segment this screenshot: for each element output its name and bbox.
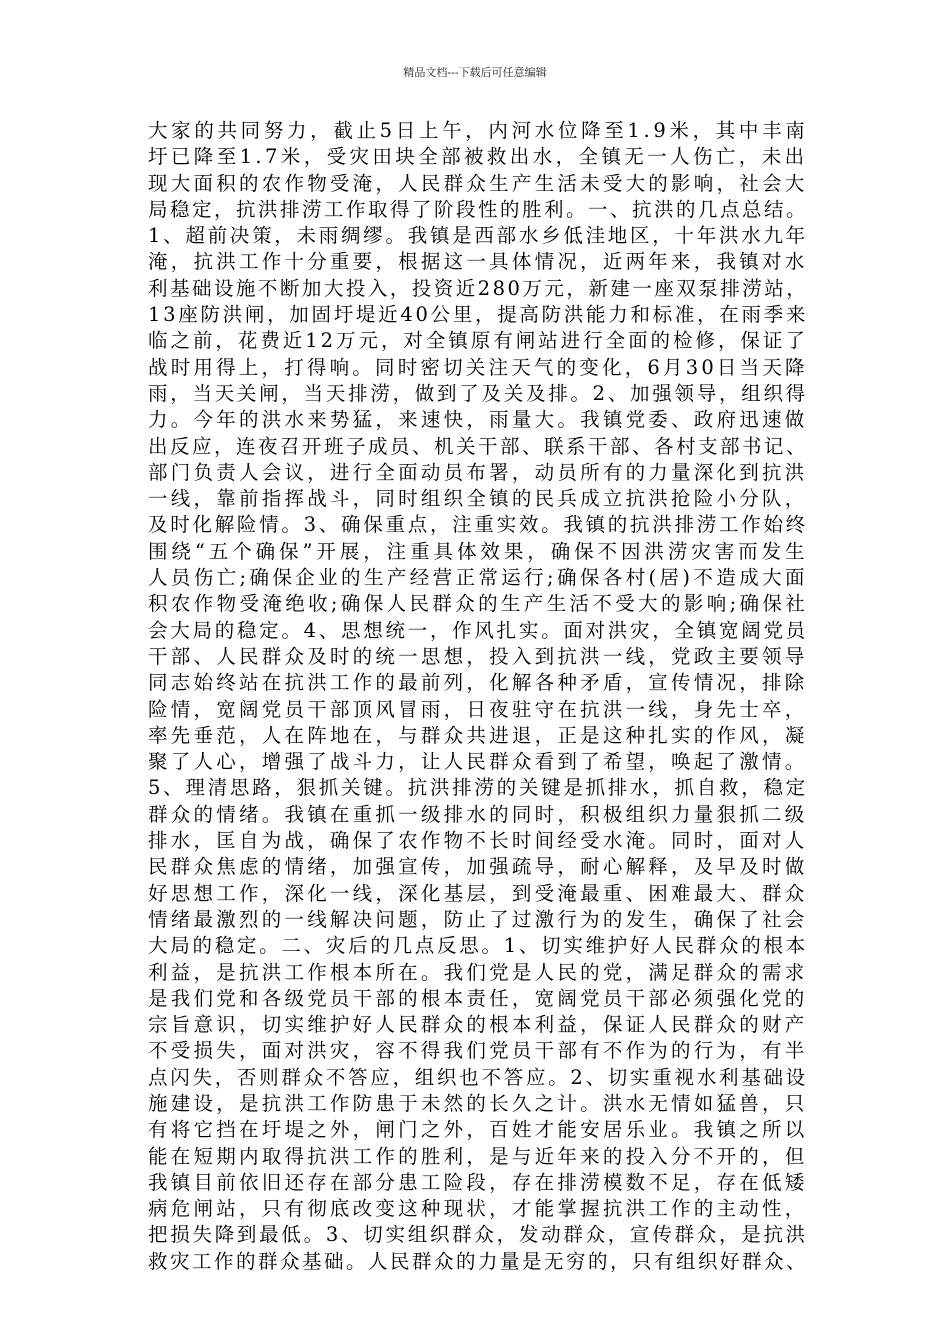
text-line: 一线，靠前指挥战斗，同时组织全镇的民兵成立抗洪抢险小分队， (148, 487, 808, 511)
text-line: 同志始终站在抗洪工作的最前列，化解各种矛盾，宣传情况，排除 (148, 671, 808, 695)
text-line: 情绪最激烈的一线解决问题，防止了过激行为的发生，确保了社会 (148, 907, 808, 931)
text-line: 施建设，是抗洪工作防患于未然的长久之计。洪水无情如猛兽，只 (148, 1091, 808, 1115)
text-line: 民群众焦虑的情绪，加强宣传，加强疏导，耐心解释，及早及时做 (148, 855, 808, 879)
text-line: 能在短期内取得抗洪工作的胜利，是与近年来的投入分不开的，但 (148, 1144, 808, 1168)
text-line: 5、理清思路，狠抓关键。抗洪排涝的关键是抓排水，抓自救，稳定 (148, 776, 808, 800)
text-line: 会大局的稳定。4、思想统一，作风扎实。面对洪灾，全镇宽阔党员 (148, 618, 808, 642)
text-line: 救灾工作的群众基础。人民群众的力量是无穷的，只有组织好群众、 (148, 1249, 809, 1273)
text-line: 战时用得上，打得响。同时密切关注天气的变化，6月30日当天降 (148, 355, 808, 379)
text-line: 率先垂范，人在阵地在，与群众共进退，正是这种扎实的作风，凝 (148, 723, 808, 747)
page-header: 精品文档---下载后可任意编辑 (403, 66, 547, 79)
text-line: 宗旨意识，切实维护好人民群众的根本利益，保证人民群众的财产 (148, 1013, 808, 1037)
text-line: 不受损失，面对洪灾，容不得我们党员干部有不作为的行为，有半 (148, 1039, 808, 1063)
text-line: 临之前，花费近12万元，对全镇原有闸站进行全面的检修，保证了 (148, 329, 808, 353)
text-line: 险情，宽阔党员干部顶风冒雨，日夜驻守在抗洪一线，身先士卒， (148, 697, 808, 721)
text-line: 群众的情绪。我镇在重抓一级排水的同时，积极组织力量狠抓二级 (148, 802, 808, 826)
text-line: 雨，当天关闸，当天排涝，做到了及关及排。2、加强领导，组织得 (148, 381, 808, 405)
text-line: 现大面积的农作物受淹，人民群众生产生活未受大的影响，社会大 (148, 171, 808, 195)
text-line: 我镇目前依旧还存在部分患工险段，存在排涝模数不足，存在低矮 (148, 1170, 808, 1194)
text-line: 好思想工作，深化一线，深化基层，到受淹最重、困难最大、群众 (148, 881, 808, 905)
text-line: 部门负责人会议，进行全面动员布署，动员所有的力量深化到抗洪 (148, 460, 808, 484)
text-line: 有将它挡在圩堤之外，闸门之外，百姓才能安居乐业。我镇之所以 (148, 1118, 808, 1142)
text-line: 利基础设施不断加大投入，投资近280万元，新建一座双泵排涝站， (148, 276, 809, 300)
text-line: 出反应，连夜召开班子成员、机关干部、联系干部、各村支部书记、 (148, 434, 809, 458)
text-line: 利益，是抗洪工作根本所在。我们党是人民的党，满足群众的需求 (148, 960, 808, 984)
text-line: 人员伤亡;确保企业的生产经营正常运行;确保各村(居)不造成大面 (148, 566, 808, 590)
text-line: 力。今年的洪水来势猛，来速快，雨量大。我镇党委、政府迅速做 (148, 408, 808, 432)
text-line: 是我们党和各级党员干部的根本责任，宽阔党员干部必须强化党的 (148, 986, 808, 1010)
text-line: 排水，匡自为战，确保了农作物不长时间经受水淹。同时，面对人 (148, 829, 808, 853)
text-line: 点闪失，否则群众不答应，组织也不答应。2、切实重视水利基础设 (148, 1065, 808, 1089)
text-line: 淹，抗洪工作十分重要，根据这一具体情况，近两年来，我镇对水 (148, 250, 808, 274)
text-line: 积农作物受淹绝收;确保人民群众的生产生活不受大的影响;确保社 (148, 592, 809, 616)
body-text (148, 118, 808, 1275)
text-line: 圩已降至1.7米，受灾田块全部被救出水，全镇无一人伤亡，未出 (148, 145, 808, 169)
text-line: 围绕“五个确保”开展，注重具体效果，确保不因洪涝灾害而发生 (148, 539, 809, 563)
text-line: 干部、人民群众及时的统一思想，投入到抗洪一线，党政主要领导 (148, 644, 808, 668)
text-line: 聚了人心，增强了战斗力，让人民群众看到了希望，唤起了激情。 (148, 750, 808, 774)
text-line: 病危闸站，只有彻底改变这种现状，才能掌握抗洪工作的主动性， (148, 1197, 808, 1221)
text-line: 大家的共同努力，截止5日上午，内河水位降至1.9米，其中丰南 (148, 119, 809, 142)
text-line: 及时化解险情。3、确保重点，注重实效。我镇的抗洪排涝工作始终 (148, 513, 808, 537)
text-line: 大局的稳定。二、灾后的几点反思。1、切实维护好人民群众的根本 (148, 934, 808, 958)
text-line: 局稳定，抗洪排涝工作取得了阶段性的胜利。一、抗洪的几点总结。 (148, 197, 809, 221)
text-line: 13座防洪闸，加固圩堤近40公里，提高防洪能力和标准，在雨季来 (148, 303, 809, 327)
text-line: 1、超前决策，未雨绸缪。我镇是西部水乡低洼地区，十年洪水九年 (148, 224, 808, 248)
text-line: 把损失降到最低。3、切实组织群众，发动群众，宣传群众，是抗洪 (148, 1223, 808, 1247)
